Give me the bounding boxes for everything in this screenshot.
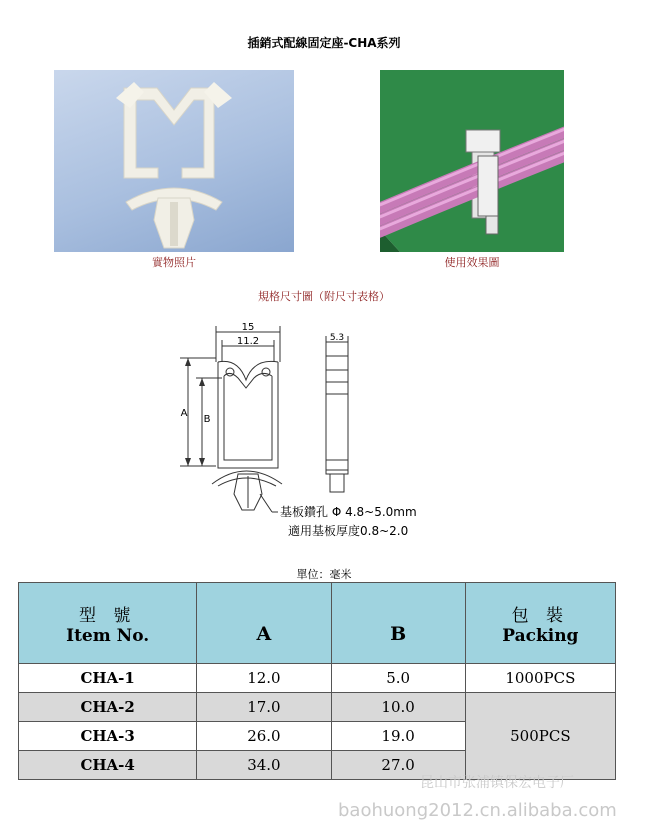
header-packing-cn: 包 裝 xyxy=(511,605,570,626)
product-photo xyxy=(54,70,294,252)
header-item-en: Item No. xyxy=(66,625,150,646)
header-b: B xyxy=(331,583,465,664)
header-item-cn: 型 號 xyxy=(78,605,137,626)
spec-table xyxy=(18,582,616,780)
a-cell: 26.0 xyxy=(197,722,331,751)
header-packing-en: Packing xyxy=(502,625,579,646)
unit-note: 單位：毫米 xyxy=(296,568,352,581)
header-item xyxy=(19,583,197,664)
technical-drawing xyxy=(150,318,470,548)
watermark-company: 昆山市张浦镇保宏电子厂 xyxy=(420,775,574,791)
photo-caption: 實物照片 xyxy=(152,256,196,269)
a-cell: 17.0 xyxy=(197,693,331,722)
model-cell: CHA-4 xyxy=(19,751,197,780)
dim-label-a: A xyxy=(180,408,188,419)
usage-illustration xyxy=(380,70,564,252)
header-a: A xyxy=(197,583,331,664)
dim-thickness: 5.3 xyxy=(329,333,345,343)
b-cell: 5.0 xyxy=(331,664,465,693)
b-cell: 19.0 xyxy=(331,722,465,751)
table-header-row xyxy=(19,583,616,664)
hole-note: 基板鑽孔 Φ 4.8~5.0mm xyxy=(280,505,417,519)
spec-drawing-title: 規格尺寸圖（附尺寸表格） xyxy=(258,290,390,303)
product-photo-image xyxy=(54,70,294,252)
model-cell: CHA-1 xyxy=(19,664,197,693)
header-packing xyxy=(465,583,615,664)
model-cell: CHA-2 xyxy=(19,693,197,722)
dim-width-outer: 15 xyxy=(241,322,255,333)
usage-image xyxy=(380,70,564,252)
b-cell: 10.0 xyxy=(331,693,465,722)
dim-label-b: B xyxy=(203,414,211,425)
watermark-url: baohuong2012.cn.alibaba.com xyxy=(338,800,617,821)
packing-cell: 500PCS xyxy=(465,693,615,780)
dim-width-inner: 11.2 xyxy=(236,336,260,347)
packing-cell: 1000PCS xyxy=(465,664,615,693)
usage-caption: 使用效果圖 xyxy=(444,256,500,269)
a-cell: 34.0 xyxy=(197,751,331,780)
table-row xyxy=(19,693,616,722)
page-title: 插銷式配線固定座-CHA系列 xyxy=(247,36,401,50)
a-cell: 12.0 xyxy=(197,664,331,693)
thickness-note: 適用基板厚度0.8~2.0 xyxy=(288,524,409,538)
b-cell: 27.0 xyxy=(331,751,465,780)
model-cell: CHA-3 xyxy=(19,722,197,751)
table-row xyxy=(19,664,616,693)
